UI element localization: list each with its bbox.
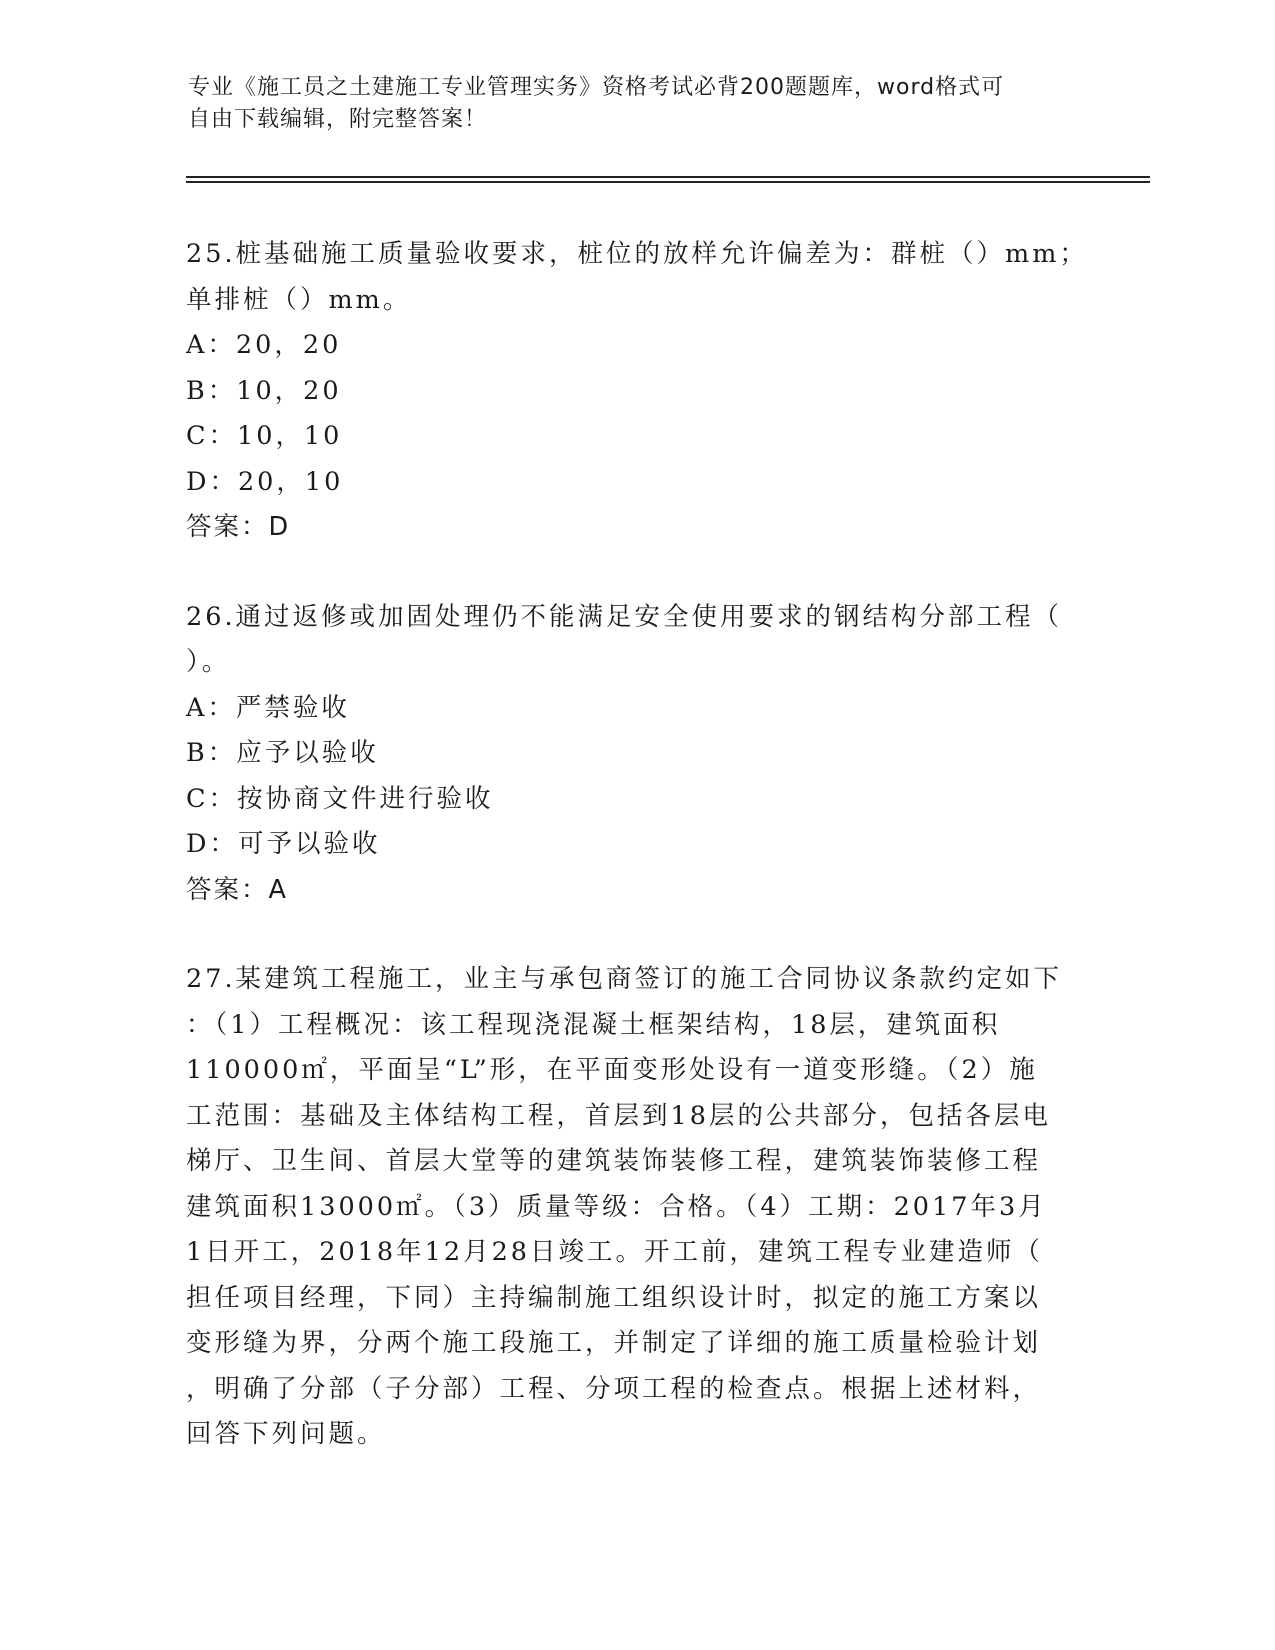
- answer-line: 答案：D: [186, 512, 291, 542]
- option-c: C：按协商文件进行验收: [186, 783, 494, 814]
- question-stem-line: ）。: [186, 647, 231, 677]
- header-divider-top: [186, 176, 1150, 178]
- option-b: B：应予以验收: [186, 738, 379, 768]
- question-stem-line: 110000㎡，平面呈“L”形，在平面变形处设有一道变形缝。（2）施: [186, 1055, 1038, 1085]
- answer-line: 答案：A: [186, 874, 288, 905]
- question-stem-line: 担任项目经理，下同）主持编制施工组织设计时，拟定的施工方案以: [186, 1282, 1042, 1313]
- question-26: [186, 595, 1086, 914]
- header-line-2: 自由下载编辑，附完整答案！: [188, 107, 488, 132]
- header-divider-bottom: [186, 181, 1150, 183]
- option-a: A：严禁验收: [186, 692, 350, 723]
- option-d: D：可予以验收: [186, 829, 381, 859]
- question-stem-line: 回答下列问题。: [186, 1419, 386, 1449]
- question-stem-line: 26.通过返修或加固处理仍不能满足安全使用要求的钢结构分部工程（: [186, 601, 1063, 632]
- question-stem-line: 1日开工，2018年12月28日竣工。开工前，建筑工程专业建造师（: [186, 1237, 1044, 1267]
- question-stem-line: 单排桩（）mm。: [186, 284, 412, 315]
- question-stem-line: 工范围：基础及主体结构工程，首层到18层的公共部分，包括各层电: [186, 1100, 1051, 1131]
- option-a: A：20，20: [186, 330, 342, 360]
- question-25: [186, 232, 1086, 551]
- question-27: [186, 957, 1086, 1458]
- question-stem-line: 25.桩基础施工质量验收要求，桩位的放样允许偏差为：群桩（）mm；: [186, 239, 1088, 269]
- option-d: D：20，10: [186, 466, 344, 497]
- header-line-1: 专业《施工员之土建施工专业管理实务》资格考试必背200题题库，word格式可: [188, 75, 1005, 100]
- option-b: B：10，20: [186, 375, 342, 406]
- question-stem-line: ，明确了分部（子分部）工程、分项工程的检查点。根据上述材料，: [186, 1373, 1042, 1404]
- document-header: [188, 72, 1068, 136]
- option-c: C：10，10: [186, 421, 343, 451]
- question-stem-line: 建筑面积13000㎡。（3）质量等级：合格。（4）工期：2017年3月: [186, 1191, 1047, 1222]
- question-stem-line: ：（1）工程概况：该工程现浇混凝土框架结构，18层，建筑面积: [186, 1009, 1001, 1040]
- question-stem-line: 梯厅、卫生间、首层大堂等的建筑装饰装修工程，建筑装饰装修工程: [186, 1146, 1042, 1176]
- question-stem-line: 变形缝为界，分两个施工段施工，并制定了详细的施工质量检验计划: [186, 1328, 1042, 1358]
- question-stem-line: 27.某建筑工程施工，业主与承包商签订的施工合同协议条款约定如下: [186, 964, 1063, 994]
- question-list: [186, 232, 1086, 1458]
